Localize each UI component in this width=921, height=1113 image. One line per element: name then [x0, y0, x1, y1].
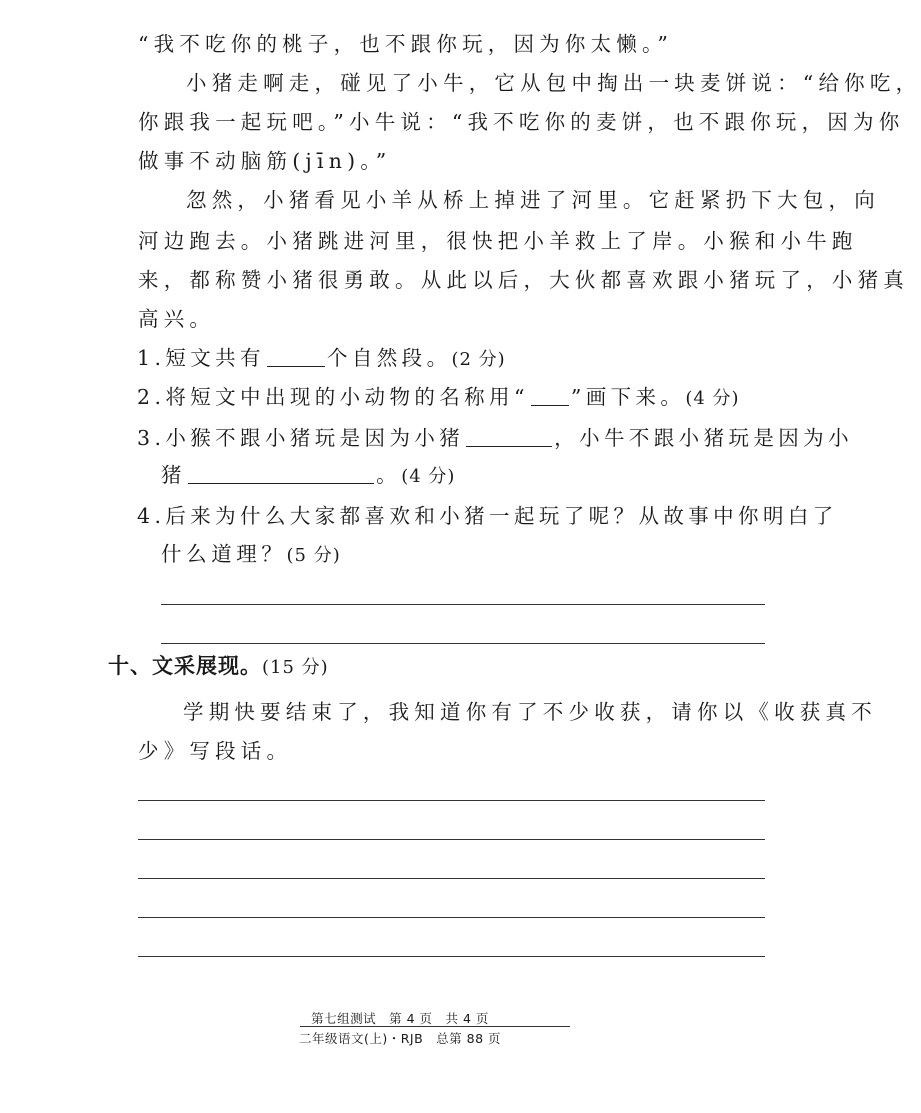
footer-course-info: 二年级语文(上)・RJB 总第 88 页: [298, 1031, 502, 1046]
story-line-2: 小猪走啊走，碰见了小牛，它从包中掏出一块麦饼说：“给你吃，: [186, 71, 921, 95]
question-1-score: (2 分): [451, 349, 506, 370]
section-10-score: (15 分): [262, 657, 329, 678]
question-2-blank[interactable]: [531, 383, 569, 406]
question-1-blank[interactable]: [267, 344, 325, 367]
story-line-4: 做事不动脑筋(jīn)。”: [138, 149, 392, 173]
story-line-7: 来，都称赞小猪很勇敢。从此以后，大伙都喜欢跟小猪玩了，小猪真: [138, 268, 909, 292]
question-2-suffix: ”画下来。: [570, 385, 686, 409]
question-2-score: (4 分): [685, 388, 740, 409]
question-3-middle: ，小牛不跟小猪玩是因为小: [554, 426, 853, 450]
question-3-line-2-suffix: 。: [376, 463, 402, 487]
question-4-line-2-text: 什么道理？: [161, 542, 287, 566]
question-4-line-1: 4.后来为什么大家都喜欢和小猪一起玩了呢？从故事中你明白了: [137, 504, 838, 528]
question-3-line-2-prefix: 猪: [161, 463, 187, 487]
footer-page-info: 第七组测试 第 4 页 共 4 页: [311, 1011, 489, 1026]
question-1-suffix: 个自然段。: [326, 346, 452, 370]
question-2-prefix: 2.将短文中出现的小动物的名称用“: [137, 385, 529, 409]
story-line-8: 高兴。: [138, 307, 216, 331]
section-10-prompt-line-1: 学期快要结束了，我知道你有了不少收获，请你以《收获真不: [183, 700, 877, 724]
answer-line-1[interactable]: [161, 604, 765, 605]
question-1: [137, 344, 506, 374]
section-10-heading: [108, 652, 329, 682]
writing-line-4[interactable]: [138, 917, 765, 918]
writing-line-1[interactable]: [138, 800, 765, 801]
section-10-title: 十、文采展现。: [108, 654, 262, 678]
story-line-3: 你跟我一起玩吧。”小牛说：“我不吃你的麦饼，也不跟你玩，因为你: [138, 110, 905, 134]
question-3-line-1: [137, 424, 853, 452]
story-line-6: 河边跑去。小猪跳进河里，很快把小羊救上了岸。小猴和小牛跑: [138, 229, 858, 253]
question-3-line-2: [161, 461, 455, 491]
section-10-prompt-line-2: 少》写段话。: [138, 739, 293, 763]
question-4-line-2: [161, 540, 341, 570]
writing-line-2[interactable]: [138, 839, 765, 840]
question-3-blank-1[interactable]: [466, 424, 552, 447]
question-1-prefix: 1.短文共有: [137, 346, 265, 370]
question-3-score: (4 分): [401, 466, 456, 487]
writing-line-3[interactable]: [138, 878, 765, 879]
footer-divider: [300, 1026, 570, 1027]
question-3-blank-2[interactable]: [188, 461, 374, 484]
answer-line-2[interactable]: [161, 643, 765, 644]
question-2: [137, 383, 740, 413]
question-4-score: (5 分): [286, 545, 341, 566]
question-3-prefix: 3.小猴不跟小猪玩是因为小猪: [137, 426, 465, 450]
writing-line-5[interactable]: [138, 956, 765, 957]
story-line-5: 忽然，小猪看见小羊从桥上掉进了河里。它赶紧扔下大包，向: [186, 188, 880, 212]
story-line-1: “我不吃你的桃子，也不跟你玩，因为你太懒。”: [138, 32, 674, 56]
